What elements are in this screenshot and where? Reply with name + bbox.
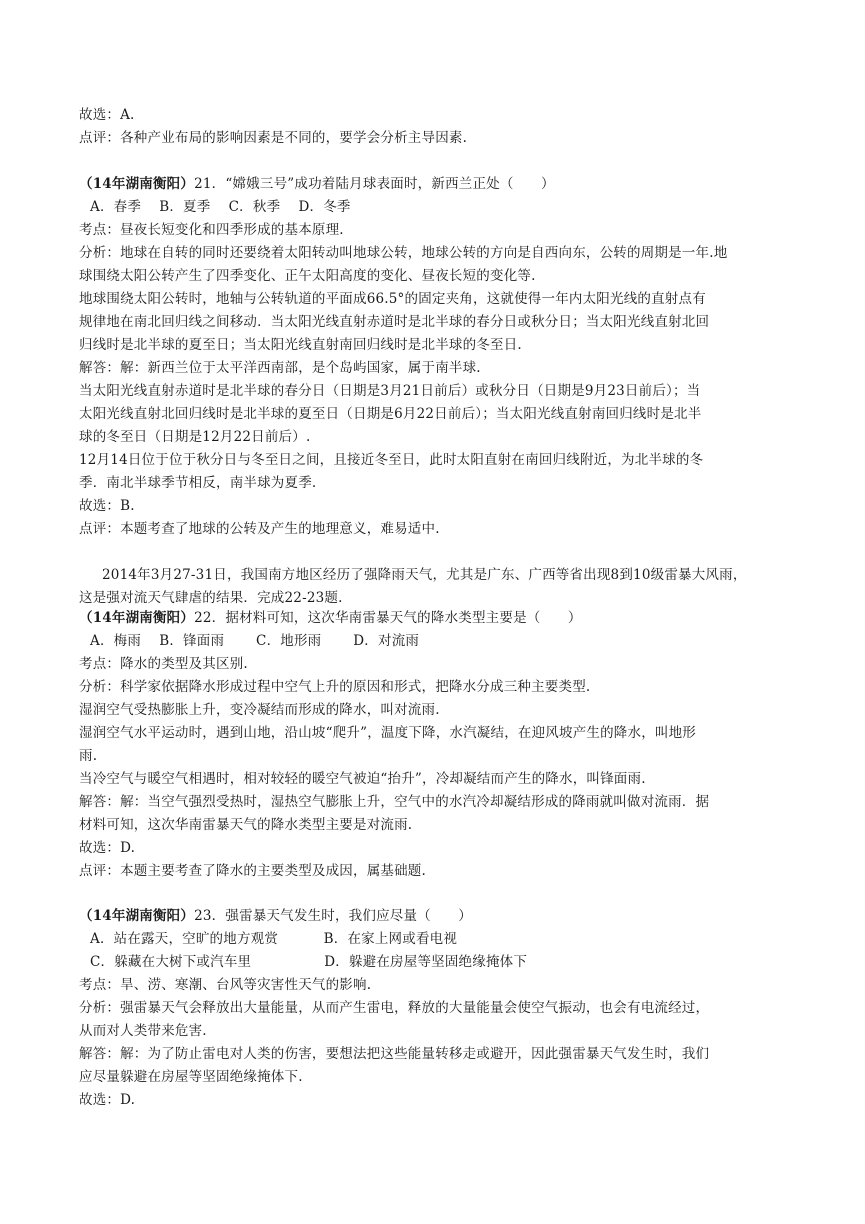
fenxi-line: 分析：科学家依据降水形成过程中空气上升的原因和形式，把降水分成三种主要类型. bbox=[79, 679, 591, 695]
fenxi-line: 湿润空气水平运动时，遇到山地，沿山坡“爬升”，温度下降，水汽凝结，在迎风坡产生的降水，叫地形 bbox=[79, 725, 697, 741]
answer-line: 故选：A. bbox=[79, 107, 135, 123]
kaodian-line: 考点：降水的类型及其区别. bbox=[79, 656, 248, 672]
jieda-line: 季．南北半球季节相反，南半球为夏季. bbox=[79, 475, 317, 491]
jieda-line: 应尽量躲避在房屋等坚固绝缘掩体下. bbox=[79, 1069, 303, 1085]
question-text: 23．强雷暴天气发生时，我们应尽量（ ） bbox=[194, 908, 472, 924]
answer-line: 故选：D. bbox=[79, 840, 136, 856]
question-21-stem bbox=[79, 176, 555, 192]
answer-line: 故选：B. bbox=[79, 498, 135, 514]
material-line: 这是强对流天气肆虐的结果．完成22-23题. bbox=[79, 590, 343, 606]
comment-line: 点评：本题主要考查了降水的主要类型及成因，属基础题. bbox=[79, 863, 426, 879]
fenxi-line: 地球围绕太阳公转时，地轴与公转轨道的平面成66.5°的固定夹角，这就使得一年内太阳光线的直射点有 bbox=[79, 291, 706, 307]
jieda-line: 解答：解：当空气强烈受热时，湿热空气膨胀上升，空气中的水汽冷却凝结形成的降雨就叫做对流雨．据 bbox=[79, 794, 710, 810]
question-21-options: A．春季 B．夏季 C．秋季 D．冬季 bbox=[90, 199, 351, 215]
question-22-options: A．梅雨 B．锋面雨 C．地形雨 D．对流雨 bbox=[90, 633, 420, 649]
question-23-options: A．站在露天，空旷的地方观赏 B．在家上网或看电视 bbox=[90, 931, 458, 947]
answer-line: 故选：D. bbox=[79, 1092, 136, 1108]
fenxi-line: 湿润空气受热膨胀上升，变冷凝结而形成的降水，叫对流雨. bbox=[79, 702, 440, 718]
question-23-options: C．躲藏在大树下或汽车里 D．躲避在房屋等坚固绝缘掩体下 bbox=[90, 954, 528, 970]
jieda-line: 球的冬至日（日期是12月22日前后）. bbox=[79, 429, 311, 445]
question-source: （14年湖南衡阳） bbox=[79, 908, 195, 924]
comment-line: 点评：本题考查了地球的公转及产生的地理意义，难易适中. bbox=[79, 521, 440, 537]
jieda-line: 解答：解：新西兰位于太平洋西南部，是个岛屿国家，属于南半球. bbox=[79, 360, 481, 376]
fenxi-line: 分析：地球在自转的同时还要绕着太阳转动叫地球公转，地球公转的方向是自西向东，公转的周期是一年.地 bbox=[79, 245, 728, 261]
fenxi-line: 归线时是北半球的夏至日；当太阳光线直射南回归线时是北半球的冬至日. bbox=[79, 337, 522, 353]
fenxi-line: 分析：强雷暴天气会释放出大量能量，从而产生雷电，释放的大量能量会使空气振动，也会有电流经过， bbox=[79, 1000, 710, 1016]
fenxi-line: 球围绕太阳公转产生了四季变化、正午太阳高度的变化、昼夜长短的变化等. bbox=[79, 268, 536, 284]
question-22-stem bbox=[79, 610, 582, 626]
question-text: 22．据材料可知，这次华南雷暴天气的降水类型主要是（ ） bbox=[194, 610, 582, 626]
jieda-line: 当太阳光线直射赤道时是北半球的春分日（日期是3月21日前后）或秋分日（日期是9月23日前后）；当 bbox=[79, 383, 701, 399]
jieda-line: 解答：解：为了防止雷电对人类的伤害，要想法把这些能量转移走或避开，因此强雷暴天气发生时，我们 bbox=[79, 1046, 710, 1062]
question-source: （14年湖南衡阳） bbox=[79, 176, 195, 192]
fenxi-line: 雨. bbox=[79, 748, 98, 764]
kaodian-line: 考点：旱、涝、寒潮、台风等灾害性天气的影响. bbox=[79, 977, 372, 993]
fenxi-line: 规律地在南北回归线之间移动．当太阳光线直射赤道时是北半球的春分日或秋分日；当太阳光线直射北回 bbox=[79, 314, 710, 330]
comment-line: 点评：各种产业布局的影响因素是不同的，要学会分析主导因素. bbox=[79, 130, 468, 146]
fenxi-line: 从而对人类带来危害. bbox=[79, 1023, 207, 1039]
question-text: 21．“嫦娥三号”成功着陆月球表面时，新西兰正处（ ） bbox=[194, 176, 555, 192]
jieda-line: 材料可知，这次华南雷暴天气的降水类型主要是对流雨. bbox=[79, 817, 413, 833]
jieda-line: 太阳光线直射北回归线时是北半球的夏至日（日期是6月22日前后）；当太阳光线直射南回归线时是北半 bbox=[79, 406, 702, 422]
jieda-line: 12月14日位于位于秋分日与冬至日之间，且接近冬至日，此时太阳直射在南回归线附近，为北半球的冬 bbox=[79, 452, 704, 468]
kaodian-line: 考点：昼夜长短变化和四季形成的基本原理. bbox=[79, 222, 344, 238]
fenxi-line: 当冷空气与暖空气相遇时，相对较轻的暖空气被迫“抬升”，冷却凝结而产生的降水，叫锋面雨. bbox=[79, 771, 646, 787]
question-source: （14年湖南衡阳） bbox=[79, 610, 195, 626]
material-line: 2014年3月27-31日，我国南方地区经历了强降雨天气，尤其是广东、广西等省出现8到10级雷暴大风雨， bbox=[102, 567, 747, 583]
question-23-stem bbox=[79, 908, 472, 924]
